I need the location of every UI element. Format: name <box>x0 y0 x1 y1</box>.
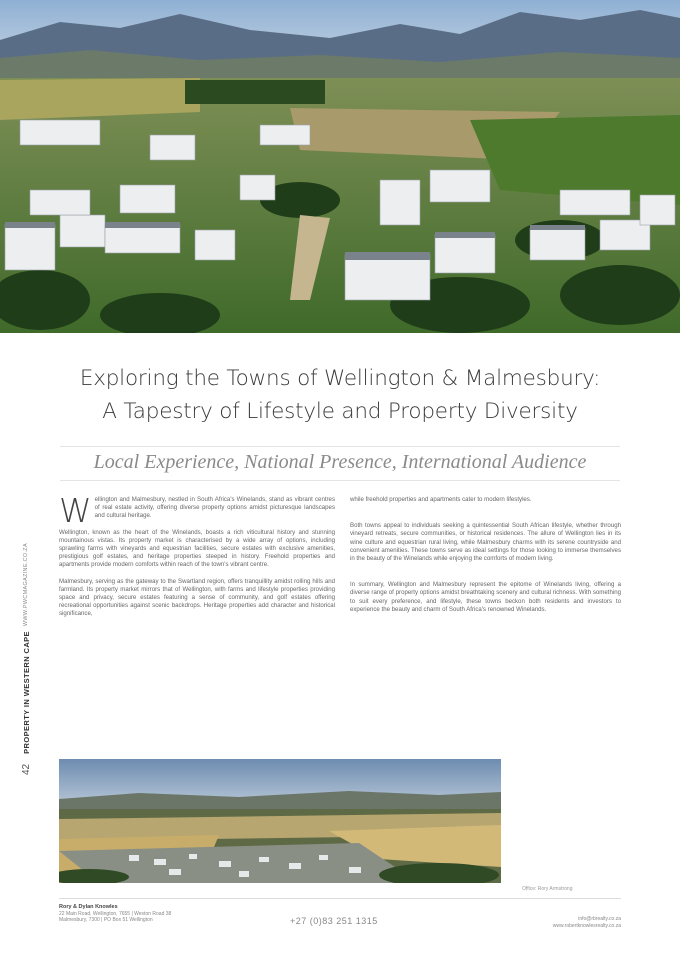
photo-caption: Office: Rory Armstrong <box>522 886 573 892</box>
phone-number[interactable]: +27 (0)83 251 1315 <box>290 916 378 926</box>
article-paragraph-4: while freehold properties and apartments cater to modern lifestyles. <box>350 496 532 503</box>
article-paragraph-5: Both towns appeal to individuals seeking a quintessential South African lifestyle, whether through vineyard retreats, secure communities, or historical residences. The allure of Wellington lies in its wine culture and equestrian rural living, while Malmesbury charms with its serene countryside and convenient amenities. These towns serve as ideal settings for those looking to immerse themselves in the beauty of the Winelands while enjoying the comforts of modern living. <box>350 522 621 563</box>
agent-name: Rory & Dylan Knowles <box>59 904 118 910</box>
tagline: Local Experience, National Presence, International Audience <box>93 451 587 473</box>
photo-landscape-fields-icon <box>59 759 501 883</box>
magazine-brand: PROPERTY IN WESTERN CAPE <box>21 631 31 754</box>
article-column-right <box>350 496 621 622</box>
hero-photo <box>0 0 680 333</box>
sidebar-label <box>14 543 38 775</box>
article-paragraph-2: Wellington, known as the heart of the Winelands, boasts a rich viticultural history and stunning mountainous vistas. Its property market is characterised by a wide array of options, including sprawling farms with vineyards and equestrian facilities, secure estates with exclusive amenities, prestigious golf estates, and heritage properties steeped in history. Freehold properties and apartments provide modern comforts within reach of the town's vibrant centre. <box>59 528 335 569</box>
footer-rule <box>59 898 621 899</box>
article-column-left <box>59 491 335 627</box>
landscape-photo <box>59 759 501 883</box>
page-title <box>0 362 680 428</box>
photo-aerial-town-icon <box>0 0 680 333</box>
article-paragraph-6: In summary, Wellington and Malmesbury represent the epitome of Winelands living, offering a diverse range of property options amidst breathtaking scenery and cultural richness. With something to suit every preference, and lifestyle, these towns beckon both residents and investors to experience the beauty and charm of South Africa's renowned Winelands. <box>350 581 621 613</box>
tagline-bottom-rule <box>60 480 620 481</box>
address-line-2: Malmesbury, 7300 | PO Box 51 Wellington <box>59 917 153 923</box>
title-line-2: A Tapestry of Lifestyle and Property Diversity <box>102 399 578 424</box>
article-paragraph-1: Wellington and Malmesbury, nestled in South Africa's Winelands, stand as vibrant centres of real estate activity, offering diverse property options amidst picturesque landscapes and cultural heritage. <box>59 491 335 530</box>
title-line-1: Exploring the Towns of Wellington & Malmesbury: <box>79 366 601 391</box>
footer-contact <box>461 916 621 929</box>
magazine-url: WWW.PWCMAGAZINE.CO.ZA <box>23 543 29 627</box>
drop-cap: W <box>59 491 92 530</box>
page-number: 42 <box>20 763 32 775</box>
website-link[interactable]: www.robertknowlesrealty.co.za <box>552 922 621 929</box>
article-paragraph-3: Malmesbury, serving as the gateway to the Swartland region, offers tranquillity amidst rolling hills and farmland. Its property market mirrors that of Wellington, with farms and lifestyle properties providing space and privacy, secure estates featuring a sense of community, and golf estates offering recreational opportunities against scenic backdrops. Heritage properties add character and historical significance, <box>59 577 335 618</box>
tagline-top-rule <box>60 446 620 447</box>
footer-address <box>59 904 279 924</box>
address-line-1: 22 Main Road, Wellington, 7655 | Weston Road 38 <box>59 910 172 917</box>
email-link[interactable]: info@rbrealty.co.za <box>578 916 621 922</box>
